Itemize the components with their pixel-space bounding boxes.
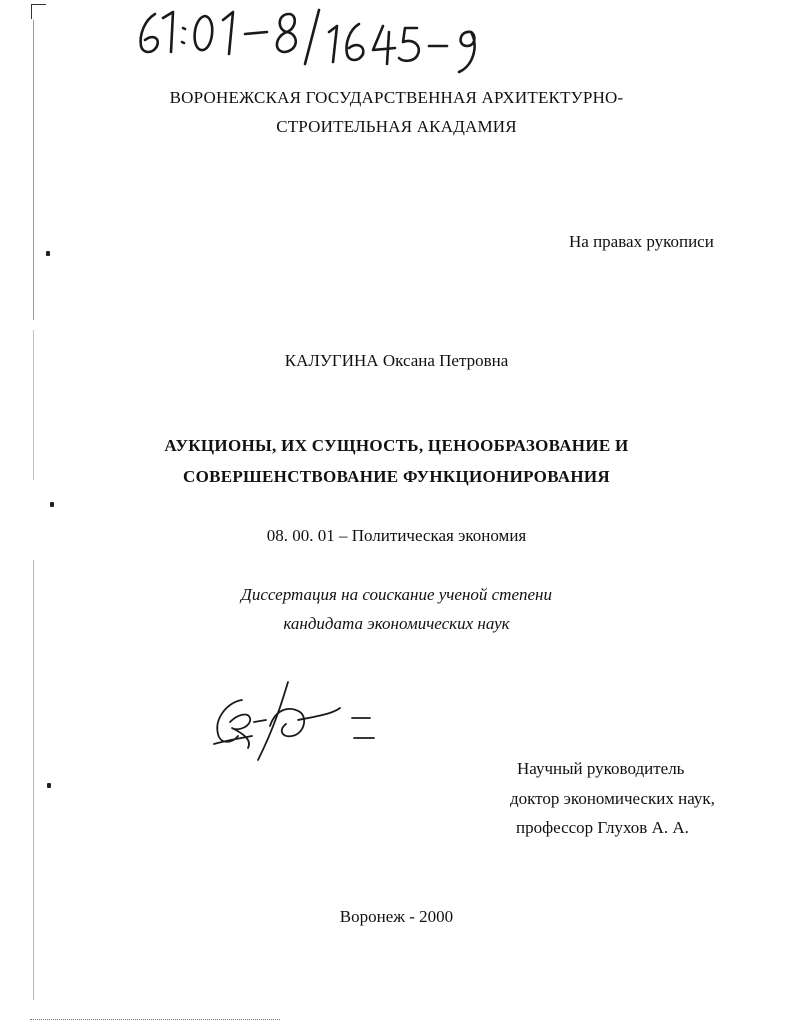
handwritten-signature bbox=[208, 678, 380, 764]
place-and-year: Воронеж - 2000 bbox=[339, 907, 454, 926]
dissertation-title-line-2: СОВЕРШЕНСТВОВАНИЕ ФУНКЦИОНИРОВАНИЯ bbox=[183, 467, 610, 486]
degree-line-1: Диссертация на соискание ученой степени bbox=[241, 585, 552, 604]
supervisor-label: Научный руководитель bbox=[517, 759, 685, 778]
institution-line-1: ВОРОНЕЖСКАЯ ГОСУДАРСТВЕННАЯ АРХИТЕКТУРНО- bbox=[169, 88, 624, 107]
scan-edge-line bbox=[33, 20, 34, 320]
author-name: КАЛУГИНА Оксана Петровна bbox=[284, 351, 509, 370]
scan-dot bbox=[50, 502, 54, 507]
supervisor-degree: доктор экономических наук, bbox=[510, 789, 715, 808]
scan-corner-mark bbox=[31, 4, 46, 19]
scan-bottom-rule bbox=[30, 1019, 280, 1020]
handwritten-archive-code bbox=[133, 2, 493, 80]
specialty-code: 08. 00. 01 – Политическая экономия bbox=[266, 526, 527, 545]
supervisor-name: профессор Глухов А. А. bbox=[516, 818, 689, 837]
degree-line-2: кандидата экономических наук bbox=[283, 614, 510, 633]
manuscript-note: На правах рукописи bbox=[569, 232, 714, 251]
scan-dot bbox=[46, 251, 50, 256]
scan-dot bbox=[47, 783, 51, 788]
institution-line-2: СТРОИТЕЛЬНАЯ АКАДАМИЯ bbox=[276, 117, 517, 136]
dissertation-title-line-1: АУКЦИОНЫ, ИХ СУЩНОСТЬ, ЦЕНООБРАЗОВАНИЕ И bbox=[164, 436, 629, 455]
